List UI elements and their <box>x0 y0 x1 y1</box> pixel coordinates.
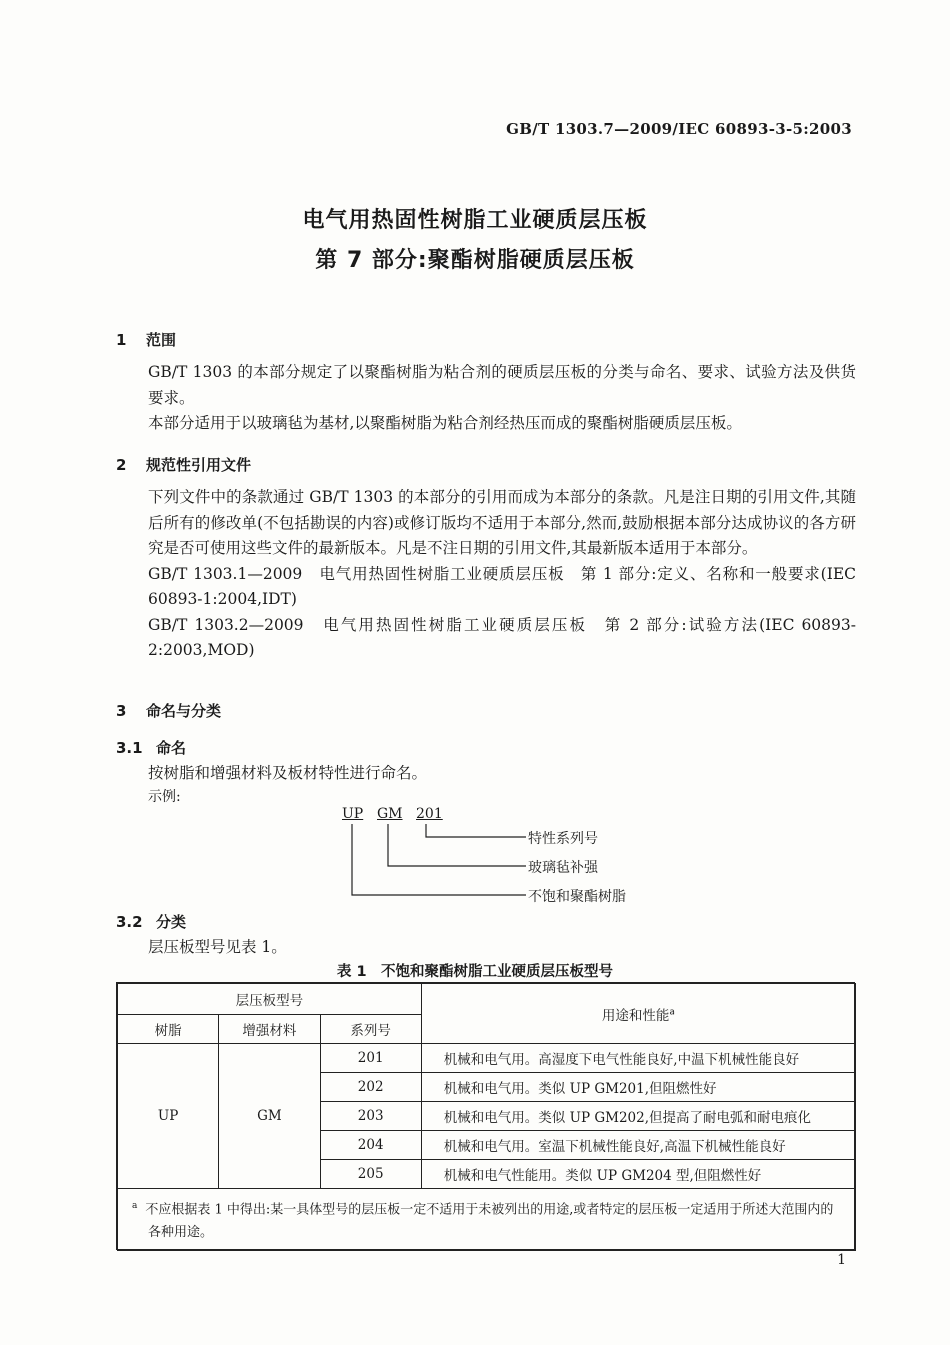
code-up: UP <box>342 806 364 822</box>
section-3-1-heading <box>116 737 186 758</box>
cell-reinforce: GM <box>219 1044 320 1189</box>
section-title: 范围 <box>146 331 177 349</box>
footnote-marker: a <box>669 1007 675 1017</box>
section-title: 命名 <box>156 739 187 757</box>
example-label: 示例: <box>148 789 181 805</box>
section-number: 3 <box>116 702 127 720</box>
header-group: 层压板型号 <box>118 984 422 1015</box>
cell-use: 机械和电气用。高湿度下电气性能良好,中温下机械性能良好 <box>421 1044 855 1073</box>
code-gm: GM <box>377 806 403 822</box>
section-number: 3.1 <box>116 739 143 757</box>
naming-description: 按树脂和增强材料及板材特性进行命名。 <box>148 764 428 782</box>
table-row <box>118 1044 856 1073</box>
cell-series: 203 <box>320 1102 421 1131</box>
laminate-type-table <box>117 983 856 1251</box>
section-title: 分类 <box>156 913 187 931</box>
reference-item: GB/T 1303.1—2009 电气用热固性树脂工业硬质层压板 第 1 部分:定义、名称和一般要求(IEC 60893-1:2004,IDT) <box>148 564 856 608</box>
reference-item: GB/T 1303.2—2009 电气用热固性树脂工业硬质层压板 第 2 部分:试验方法(IEC 60893-2:2003,MOD) <box>148 615 856 659</box>
cell-resin: UP <box>118 1044 219 1189</box>
section-number: 3.2 <box>116 913 143 931</box>
header-reinforce: 增强材料 <box>219 1015 320 1044</box>
paragraph: 下列文件中的条款通过 GB/T 1303 的本部分的引用而成为本部分的条款。凡是注日期的引用文件,其随后所有的修改单(不包括勘误的内容)或修订版均不适用于本部分,然而,鼓励根据本部分达成协议的各方研究是否可使用这些文件的最新版本。凡是不注日期的引用文件,其最新版本适用于本部分。 <box>148 488 856 557</box>
table-caption: 表 1 不饱和聚酯树脂工业硬质层压板型号 <box>336 964 614 980</box>
section-2-heading <box>116 454 251 475</box>
cell-series: 204 <box>320 1131 421 1160</box>
paragraph: GB/T 1303 的本部分规定了以聚酯树脂为粘合剂的硬质层压板的分类与命名、要求、试验方法及供货要求。 <box>148 363 856 407</box>
header-use <box>421 984 855 1044</box>
code-series: 201 <box>416 806 443 822</box>
section-title: 规范性引用文件 <box>146 456 252 474</box>
header-use-label: 用途和性能 <box>601 1007 670 1024</box>
section-1-heading <box>116 329 176 350</box>
cell-use: 机械和电气用。类似 UP GM201,但阻燃性好 <box>421 1073 855 1102</box>
section-title: 命名与分类 <box>146 702 222 720</box>
label-glass: 玻璃毡补强 <box>528 860 598 876</box>
header-series: 系列号 <box>320 1015 421 1044</box>
section-1-body <box>116 360 856 437</box>
cell-use: 机械和电气性能用。类似 UP GM204 型,但阻燃性好 <box>421 1160 855 1189</box>
section-number: 1 <box>116 331 127 349</box>
page-number: 1 <box>837 1252 846 1268</box>
cell-use: 机械和电气用。室温下机械性能良好,高温下机械性能良好 <box>421 1131 855 1160</box>
standard-code: GB/T 1303.7—2009/IEC 60893-3-5:2003 <box>506 120 852 138</box>
document-title-line2: 第 7 部分:聚酯树脂硬质层压板 <box>315 248 635 273</box>
cell-series: 201 <box>320 1044 421 1073</box>
paragraph: 本部分适用于以玻璃毡为基材,以聚酯树脂为粘合剂经热压而成的聚酯树脂硬质层压板。 <box>148 414 742 432</box>
footnote-text: 不应根据表 1 中得出:某一具体型号的层压板一定不适用于未被列出的用途,或者特定的层压板一定适用于所述大范围内的各种用途。 <box>145 1202 834 1241</box>
section-3-2-heading <box>116 911 186 932</box>
cell-use: 机械和电气用。类似 UP GM202,但提高了耐电弧和耐电痕化 <box>421 1102 855 1131</box>
label-series: 特性系列号 <box>528 831 598 847</box>
document-title-line1: 电气用热固性树脂工业硬质层压板 <box>302 208 648 233</box>
header-resin: 树脂 <box>118 1015 219 1044</box>
cell-series: 205 <box>320 1160 421 1189</box>
label-resin: 不饱和聚酯树脂 <box>528 889 626 905</box>
section-number: 2 <box>116 456 127 474</box>
section-3-heading <box>116 700 221 721</box>
table-footnote-row <box>118 1189 856 1251</box>
classification-text: 层压板型号见表 1。 <box>148 938 287 956</box>
cell-series: 202 <box>320 1073 421 1102</box>
footnote-marker: a <box>132 1201 138 1211</box>
table-footnote <box>118 1189 856 1251</box>
section-2-body <box>116 485 856 664</box>
